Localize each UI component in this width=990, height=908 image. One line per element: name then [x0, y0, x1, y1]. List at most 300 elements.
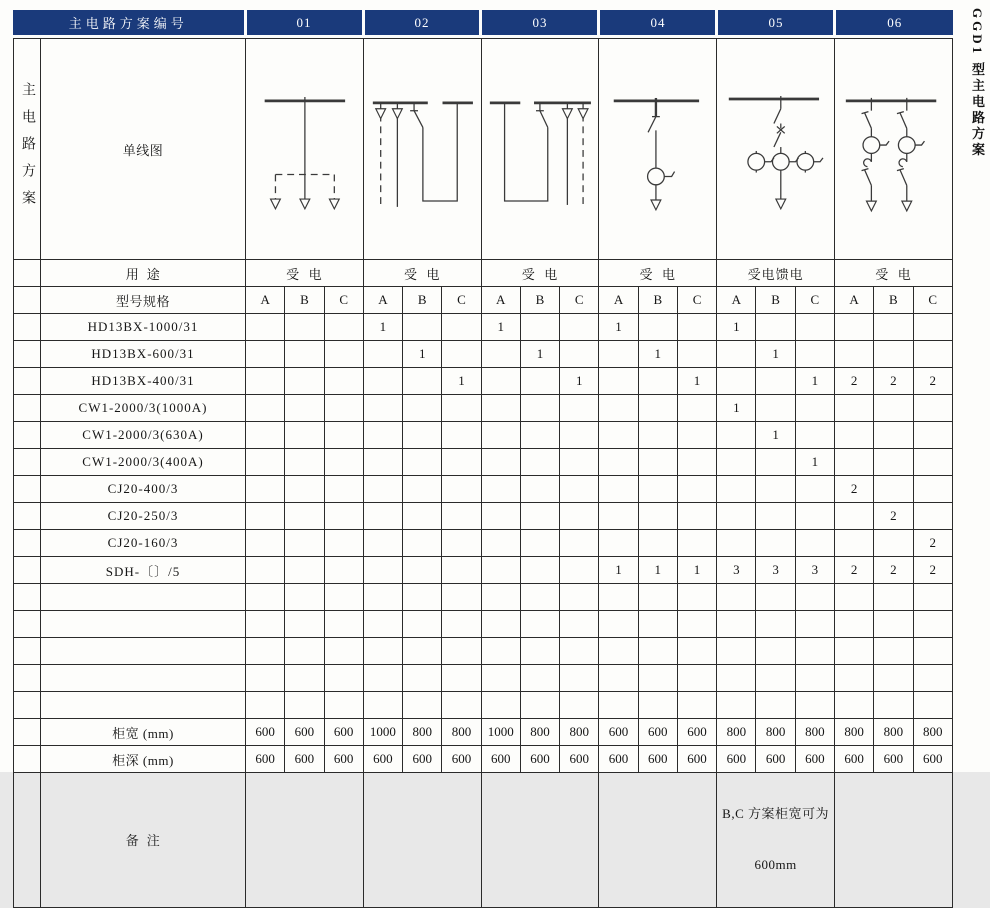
qty-cell	[913, 503, 952, 530]
dimension-value: 800	[795, 719, 834, 746]
qty-cell	[677, 341, 716, 368]
qty-cell	[874, 530, 913, 557]
qty-cell	[285, 341, 324, 368]
blank-cell	[520, 584, 559, 611]
dimension-value: 600	[363, 746, 402, 773]
qty-cell	[717, 368, 756, 395]
scheme-sheet	[13, 10, 953, 908]
qty-cell	[560, 314, 599, 341]
blank-cell	[560, 665, 599, 692]
qty-cell	[677, 503, 716, 530]
dimension-value: 800	[874, 719, 913, 746]
qty-cell: 2	[834, 368, 873, 395]
left-spacer-cell	[14, 638, 41, 665]
model-name: CW1-2000/3(630A)	[41, 422, 246, 449]
spec-header-row	[14, 287, 953, 314]
blank-cell	[481, 638, 520, 665]
dimension-value: 1000	[481, 719, 520, 746]
usage-row-label: 用 途	[41, 260, 246, 287]
model-name: SDH-〔〕/5	[41, 557, 246, 584]
qty-cell	[795, 503, 834, 530]
blank-label-cell	[41, 692, 246, 719]
qty-cell	[246, 530, 285, 557]
blank-row	[14, 692, 953, 719]
dimension-value: 600	[677, 746, 716, 773]
column-header-06-C: C	[913, 287, 952, 314]
qty-cell	[834, 395, 873, 422]
dimension-value: 600	[677, 719, 716, 746]
blank-cell	[599, 584, 638, 611]
dimension-value: 600	[520, 746, 559, 773]
qty-cell: 3	[717, 557, 756, 584]
blank-cell	[834, 665, 873, 692]
header-title: 主电路方案编号	[13, 10, 245, 35]
qty-cell	[442, 422, 481, 449]
qty-cell	[246, 503, 285, 530]
column-header-05-C: C	[795, 287, 834, 314]
qty-cell	[599, 422, 638, 449]
qty-cell: 1	[638, 341, 677, 368]
circuit-diagram-04-icon	[600, 71, 715, 227]
dimension-value: 800	[834, 719, 873, 746]
blank-cell	[638, 665, 677, 692]
blank-cell	[913, 692, 952, 719]
qty-cell	[677, 449, 716, 476]
qty-cell	[324, 503, 363, 530]
blank-cell	[246, 638, 285, 665]
column-header-02-B: B	[403, 287, 442, 314]
column-header-04-C: C	[677, 287, 716, 314]
qty-cell	[677, 314, 716, 341]
remark-note-line2: 600mm	[754, 856, 797, 872]
qty-cell	[442, 341, 481, 368]
blank-cell	[324, 611, 363, 638]
qty-cell	[324, 422, 363, 449]
model-name: HD13BX-1000/31	[41, 314, 246, 341]
qty-cell	[717, 503, 756, 530]
qty-cell: 1	[795, 449, 834, 476]
model-name: HD13BX-400/31	[41, 368, 246, 395]
blank-cell	[560, 584, 599, 611]
single-line-diagram-01	[246, 39, 364, 260]
blank-cell	[834, 692, 873, 719]
model-name: CJ20-400/3	[41, 476, 246, 503]
qty-cell	[756, 395, 795, 422]
qty-cell: 2	[913, 368, 952, 395]
qty-cell: 1	[363, 314, 402, 341]
dimension-value: 600	[638, 719, 677, 746]
blank-cell	[520, 611, 559, 638]
model-name: CW1-2000/3(400A)	[41, 449, 246, 476]
blank-cell	[756, 638, 795, 665]
blank-cell	[403, 611, 442, 638]
left-spacer-cell	[14, 422, 41, 449]
dimension-value: 800	[756, 719, 795, 746]
main-circuit-vertical-label	[14, 39, 41, 260]
qty-cell	[795, 341, 834, 368]
remark-cell-03	[481, 773, 599, 908]
qty-cell	[324, 557, 363, 584]
main-circuit-vertical-label-text: 主电路方案	[20, 81, 35, 217]
left-spacer-cell	[14, 287, 41, 314]
table-row	[14, 503, 953, 530]
qty-cell	[246, 395, 285, 422]
qty-cell	[756, 530, 795, 557]
qty-cell	[403, 557, 442, 584]
qty-cell: 2	[834, 557, 873, 584]
blank-cell	[677, 611, 716, 638]
remark-cell-02	[363, 773, 481, 908]
qty-cell	[403, 368, 442, 395]
qty-cell	[246, 557, 285, 584]
diagram-usage-section	[14, 39, 953, 287]
qty-cell: 2	[874, 557, 913, 584]
column-header-01-B: B	[285, 287, 324, 314]
qty-cell	[795, 476, 834, 503]
blank-cell	[560, 692, 599, 719]
qty-cell: 3	[756, 557, 795, 584]
blank-label-cell	[41, 665, 246, 692]
blank-cell	[795, 584, 834, 611]
column-header-04-A: A	[599, 287, 638, 314]
qty-cell	[520, 557, 559, 584]
qty-cell: 1	[795, 368, 834, 395]
qty-cell	[560, 341, 599, 368]
qty-cell	[599, 503, 638, 530]
model-name: HD13BX-600/31	[41, 341, 246, 368]
blank-cell	[717, 611, 756, 638]
qty-cell	[913, 422, 952, 449]
blank-cell	[285, 584, 324, 611]
blank-cell	[599, 638, 638, 665]
left-spacer-cell	[14, 746, 41, 773]
qty-cell: 1	[677, 368, 716, 395]
column-header-02-A: A	[363, 287, 402, 314]
qty-cell	[285, 476, 324, 503]
left-spacer-cell	[14, 611, 41, 638]
left-spacer-cell	[14, 665, 41, 692]
column-header-01-C: C	[324, 287, 363, 314]
qty-cell	[285, 503, 324, 530]
qty-cell	[442, 395, 481, 422]
remark-section	[14, 773, 953, 908]
qty-cell	[403, 314, 442, 341]
single-line-diagram-06	[834, 39, 952, 260]
qty-cell	[560, 449, 599, 476]
qty-cell	[520, 476, 559, 503]
single-line-diagram-05	[717, 39, 835, 260]
blank-cell	[677, 692, 716, 719]
blank-cell	[795, 638, 834, 665]
qty-cell	[363, 476, 402, 503]
blank-cell	[717, 692, 756, 719]
blank-row	[14, 665, 953, 692]
model-name: CW1-2000/3(1000A)	[41, 395, 246, 422]
remark-note-line1: B,C 方案柜宽可为	[722, 806, 829, 821]
table-row	[14, 341, 953, 368]
qty-cell	[717, 422, 756, 449]
blank-cell	[834, 584, 873, 611]
remark-row-label: 备 注	[41, 773, 246, 908]
diagram-row-label: 单线图	[41, 39, 246, 260]
qty-cell: 1	[717, 314, 756, 341]
dimension-value: 600	[442, 746, 481, 773]
qty-cell	[638, 476, 677, 503]
column-header-03-A: A	[481, 287, 520, 314]
qty-cell	[756, 449, 795, 476]
qty-cell	[560, 557, 599, 584]
column-header-06-B: B	[874, 287, 913, 314]
qty-cell	[756, 476, 795, 503]
qty-cell	[442, 476, 481, 503]
qty-cell	[520, 395, 559, 422]
qty-cell	[560, 422, 599, 449]
qty-cell	[481, 395, 520, 422]
column-header-05-A: A	[717, 287, 756, 314]
qty-cell	[913, 476, 952, 503]
qty-cell	[481, 530, 520, 557]
qty-cell	[677, 422, 716, 449]
blank-cell	[638, 692, 677, 719]
blank-cell	[403, 584, 442, 611]
blank-cell	[560, 638, 599, 665]
blank-cell	[677, 584, 716, 611]
qty-cell	[560, 476, 599, 503]
qty-cell	[834, 503, 873, 530]
blank-cell	[246, 611, 285, 638]
qty-cell	[638, 422, 677, 449]
column-header-04-B: B	[638, 287, 677, 314]
blank-cell	[442, 611, 481, 638]
left-spacer-cell	[14, 773, 41, 908]
qty-cell	[638, 503, 677, 530]
blank-row	[14, 638, 953, 665]
dimension-row	[14, 746, 953, 773]
header-scheme-02: 02	[363, 10, 481, 35]
blank-cell	[560, 611, 599, 638]
header-scheme-03: 03	[481, 10, 599, 35]
qty-cell	[795, 395, 834, 422]
qty-cell	[246, 422, 285, 449]
qty-cell: 1	[442, 368, 481, 395]
remark-cell-04	[599, 773, 717, 908]
blank-cell	[874, 638, 913, 665]
qty-cell	[560, 503, 599, 530]
header-scheme-04: 04	[599, 10, 717, 35]
qty-cell: 1	[560, 368, 599, 395]
qty-cell	[481, 341, 520, 368]
qty-cell	[324, 449, 363, 476]
qty-cell	[285, 368, 324, 395]
column-header-section	[14, 287, 953, 314]
qty-cell	[834, 314, 873, 341]
blank-cell	[403, 692, 442, 719]
qty-cell: 2	[913, 557, 952, 584]
qty-cell	[442, 557, 481, 584]
left-spacer-cell	[14, 476, 41, 503]
header-scheme-06: 06	[835, 10, 953, 35]
qty-cell	[520, 368, 559, 395]
qty-cell	[403, 395, 442, 422]
table-row	[14, 449, 953, 476]
left-spacer-cell	[14, 557, 41, 584]
qty-cell	[677, 530, 716, 557]
qty-cell	[638, 530, 677, 557]
blank-cell	[442, 584, 481, 611]
qty-cell	[520, 314, 559, 341]
usage-value-06: 受 电	[834, 260, 952, 287]
qty-cell	[599, 476, 638, 503]
blank-cell	[638, 638, 677, 665]
qty-cell	[481, 503, 520, 530]
dimension-value: 600	[795, 746, 834, 773]
table-row	[14, 530, 953, 557]
blank-cell	[638, 584, 677, 611]
qty-cell	[285, 422, 324, 449]
left-spacer-cell	[14, 341, 41, 368]
left-spacer-cell	[14, 584, 41, 611]
blank-cell	[324, 665, 363, 692]
blank-cell	[481, 611, 520, 638]
qty-cell	[913, 449, 952, 476]
blank-cell	[363, 611, 402, 638]
blank-cell	[442, 692, 481, 719]
remark-row	[14, 773, 953, 908]
dimension-value: 1000	[363, 719, 402, 746]
qty-cell	[403, 422, 442, 449]
dimension-label: 柜深 (mm)	[41, 746, 246, 773]
blank-label-cell	[41, 611, 246, 638]
model-rows-section	[14, 314, 953, 584]
qty-cell	[795, 530, 834, 557]
qty-cell	[285, 395, 324, 422]
single-line-diagram-04	[599, 39, 717, 260]
blank-cell	[403, 638, 442, 665]
left-spacer-cell	[14, 368, 41, 395]
qty-cell	[874, 449, 913, 476]
qty-cell: 2	[834, 476, 873, 503]
qty-cell	[599, 395, 638, 422]
qty-cell	[481, 557, 520, 584]
qty-cell	[834, 341, 873, 368]
qty-cell	[638, 368, 677, 395]
remark-cell-06	[834, 773, 952, 908]
qty-cell	[795, 314, 834, 341]
qty-cell	[913, 314, 952, 341]
dimension-value: 600	[324, 719, 363, 746]
blank-cell	[717, 584, 756, 611]
qty-cell	[520, 449, 559, 476]
blank-cell	[874, 692, 913, 719]
blank-rows-section	[14, 584, 953, 719]
qty-cell	[246, 314, 285, 341]
qty-cell	[677, 395, 716, 422]
blank-cell	[599, 692, 638, 719]
circuit-diagram-06-icon	[836, 71, 951, 227]
dimension-value: 600	[246, 719, 285, 746]
qty-cell	[246, 449, 285, 476]
left-spacer-cell	[14, 395, 41, 422]
dimension-value: 600	[246, 746, 285, 773]
qty-cell	[403, 530, 442, 557]
qty-cell	[874, 476, 913, 503]
blank-cell	[285, 638, 324, 665]
blank-cell	[442, 638, 481, 665]
qty-cell	[403, 449, 442, 476]
dimension-value: 600	[285, 746, 324, 773]
table-row	[14, 314, 953, 341]
column-header-03-C: C	[560, 287, 599, 314]
table-row	[14, 557, 953, 584]
left-spacer-cell	[14, 692, 41, 719]
blank-cell	[756, 665, 795, 692]
blank-cell	[638, 611, 677, 638]
qty-cell	[677, 476, 716, 503]
qty-cell	[717, 530, 756, 557]
table-row	[14, 395, 953, 422]
blank-cell	[599, 611, 638, 638]
blank-cell	[285, 665, 324, 692]
blank-cell	[913, 638, 952, 665]
qty-cell	[363, 530, 402, 557]
blank-cell	[520, 638, 559, 665]
dimension-value: 600	[403, 746, 442, 773]
circuit-diagram-02-icon	[365, 71, 480, 227]
circuit-diagram-01-icon	[247, 71, 362, 227]
blank-cell	[874, 665, 913, 692]
qty-cell	[442, 530, 481, 557]
dimension-value: 600	[638, 746, 677, 773]
blank-cell	[834, 611, 873, 638]
header-scheme-05: 05	[717, 10, 835, 35]
left-spacer-cell	[14, 719, 41, 746]
qty-cell	[599, 449, 638, 476]
usage-value-05: 受电馈电	[717, 260, 835, 287]
dimension-value: 600	[599, 719, 638, 746]
qty-cell	[363, 422, 402, 449]
dimension-value: 600	[599, 746, 638, 773]
left-spacer-cell	[14, 530, 41, 557]
qty-cell	[560, 395, 599, 422]
blank-cell	[795, 611, 834, 638]
left-spacer-cell	[14, 314, 41, 341]
dimension-value: 600	[834, 746, 873, 773]
table-row	[14, 476, 953, 503]
blank-cell	[363, 665, 402, 692]
scheme-table	[13, 38, 953, 908]
single-line-diagram-03	[481, 39, 599, 260]
qty-cell	[795, 422, 834, 449]
qty-cell	[481, 368, 520, 395]
blank-cell	[324, 692, 363, 719]
circuit-diagram-03-icon	[483, 71, 598, 227]
header-scheme-01: 01	[245, 10, 363, 35]
qty-cell	[520, 503, 559, 530]
blank-cell	[717, 665, 756, 692]
qty-cell	[246, 341, 285, 368]
qty-cell	[324, 314, 363, 341]
qty-cell	[599, 368, 638, 395]
dimension-value: 800	[403, 719, 442, 746]
single-line-diagram-02	[363, 39, 481, 260]
table-row	[14, 422, 953, 449]
blank-label-cell	[41, 584, 246, 611]
remark-cell-01	[246, 773, 364, 908]
dimension-label: 柜宽 (mm)	[41, 719, 246, 746]
qty-cell	[481, 422, 520, 449]
qty-cell	[285, 449, 324, 476]
blank-cell	[913, 611, 952, 638]
